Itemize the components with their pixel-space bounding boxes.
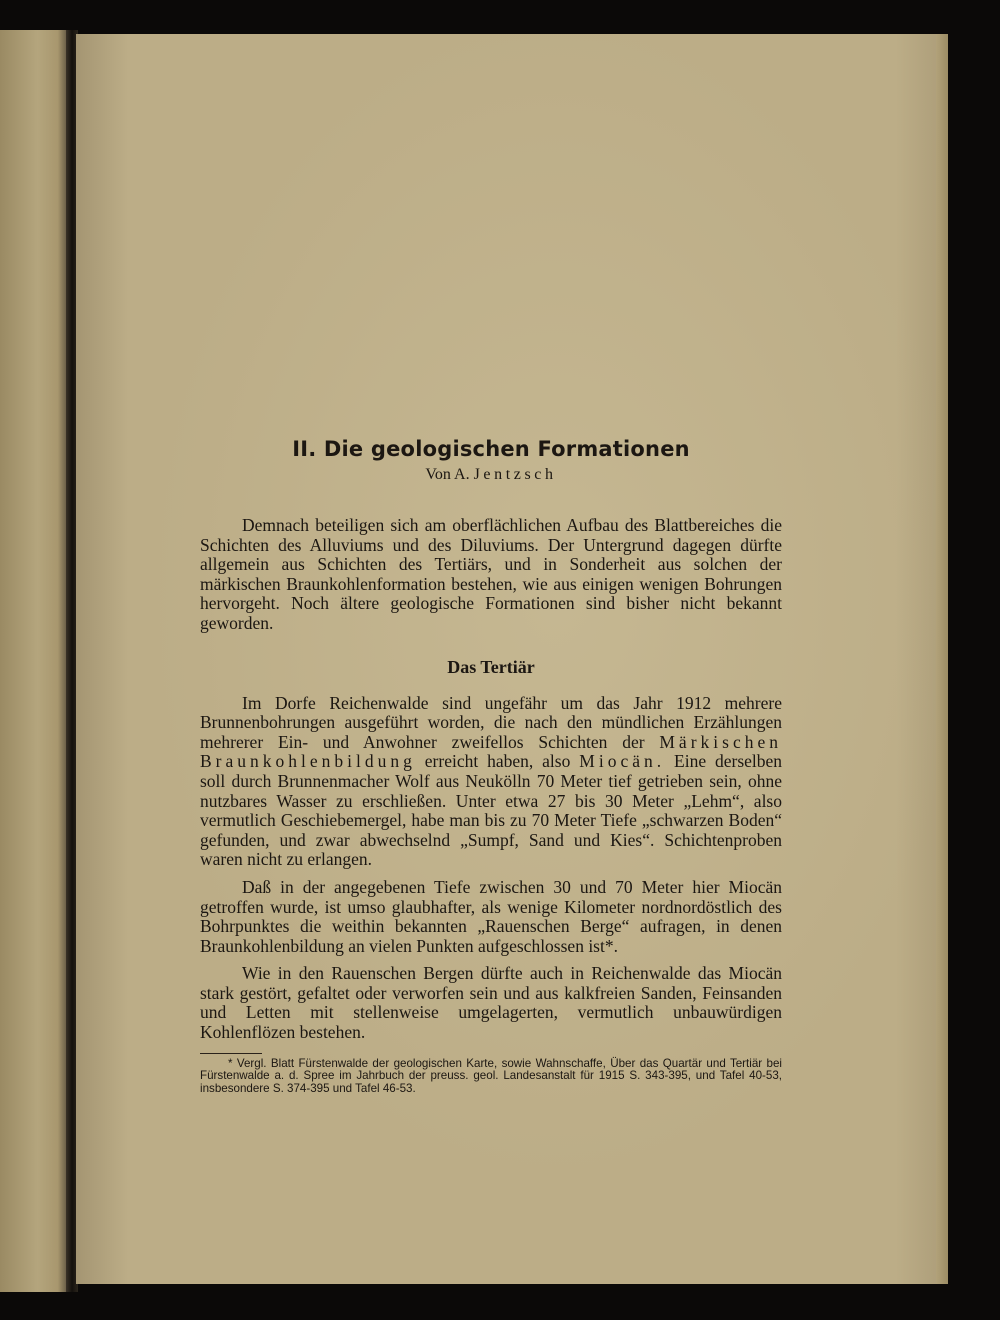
left-page-edge — [0, 30, 68, 1292]
paragraph-1 — [200, 694, 782, 870]
footnote-rule — [200, 1053, 262, 1054]
right-page-edge — [936, 34, 948, 1284]
paragraph-1-emphasis-a: Märkischen Braunkohlenbildung — [200, 731, 782, 772]
intro-paragraph: Demnach beteiligen sich am oberflächlichen Aufbau des Blattbereiches die Schichten des Alluviums und des Diluviums. Der Untergrund dagegen dürfte allgemein aus Schichten des Tertiärs, und in Sonderheit aus solchen der märkischen Braunkohlenformation bestehen, wie aus einigen wenigen Bohrungen hervorgeht. Noch ältere geologische Formationen sind bisher nicht bekannt geworden. — [200, 515, 782, 633]
paragraph-1-text-b: erreicht haben, also — [424, 751, 571, 772]
chapter-title: II. Die geologischen Formationen — [292, 437, 690, 461]
byline — [200, 464, 782, 486]
byline-prefix: Von A. — [425, 466, 470, 483]
paragraph-1-text-a: Im Dorfe Reichenwalde sind ungefähr um das Jahr 1912 mehrere Brunnenbohrungen ausgeführt worden, die nach den mündlichen Erzählungen mehrerer Ein- und Anwohner zweifellos Schichten der — [200, 692, 782, 752]
paragraph-1-text-c: Eine derselben soll durch Brunnenmacher Wolf aus Neukölln 70 Meter tief getrieben sein, ohne nutzbares Wasser zu erschließen. Unter etwa 27 bis 30 Meter „Lehm“, also vermutlich Geschiebemergel, habe man bis zu 70 Meter Tiefe „schwarzen Boden“ gefunden, und zwar abwechselnd „Sumpf, Sand und Kies“. Schichtenproben waren nicht zu erlangen. — [200, 751, 783, 870]
paragraph-1-emphasis-b: Miocän. — [579, 751, 666, 772]
author-name: Jentzsch — [473, 466, 557, 483]
section-heading: Das Tertiär — [447, 656, 535, 677]
paragraph-3: Wie in den Rauenschen Bergen dürfte auch in Reichenwalde das Miocän stark gestört, gefaltet oder verworfen sein und aus kalkfreien Sanden, Feinsanden und Letten mit stellenweise umgelagerten, vermutlich unbauwürdigen Kohlenflözen bestehen. — [200, 963, 782, 1043]
footnote: * Vergl. Blatt Fürstenwalde der geologischen Karte, sowie Wahnschaffe, Über das Quartär und Tertiär bei Fürstenwalde a. d. Spree im Jahrbuch der preuss. geol. Landesanstalt für 1915 S. 343-395, und Tafel 40-53, insbesondere S. 374-395 und Tafel 46-53. — [200, 1056, 782, 1095]
page-content — [200, 434, 782, 1095]
paragraph-2: Daß in der angegebenen Tiefe zwischen 30 und 70 Meter hier Miocän getroffen wurde, ist umso glaubhafter, als wenige Kilometer nordnordöstlich des Bohrpunktes die weithin bekannten „Rauenschen Berge“ aufragen, in denen Braunkohlenbildung an vielen Punkten aufgeschlossen ist*. — [200, 876, 782, 956]
